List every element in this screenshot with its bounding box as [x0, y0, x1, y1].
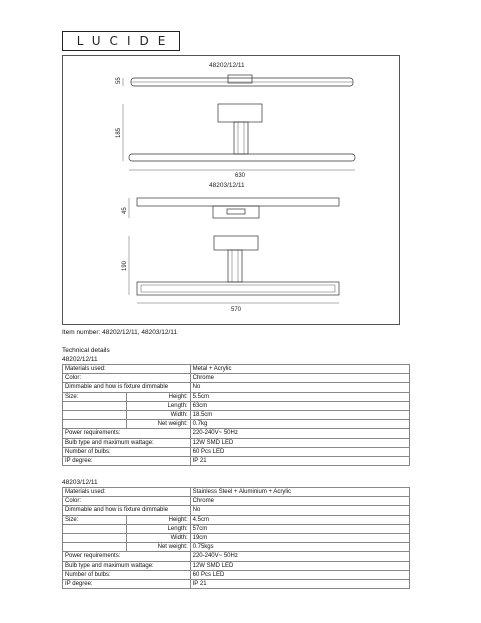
spec-label: Bulb type and maximum wattage: [63, 438, 191, 447]
model2-top-mount [213, 206, 259, 218]
spec-label: Size: [63, 515, 127, 524]
table-row [63, 506, 410, 515]
model2-top-mount-inner [227, 209, 245, 214]
table-row [63, 438, 410, 447]
model2-light-bar [137, 282, 339, 295]
table-row [63, 429, 410, 438]
model2-arm [228, 250, 242, 282]
table-row [63, 533, 410, 542]
spec-value: 60 Pcs LED [190, 570, 409, 579]
spec1-table [62, 364, 410, 466]
spec-value: 220-240V~ 50Hz [190, 552, 409, 561]
model1-light-bar [129, 154, 355, 161]
table-row [63, 456, 410, 465]
spec2-model: 48203/12/11 [62, 479, 98, 486]
spec-value: 0.7kg [190, 420, 409, 429]
table-row [63, 497, 410, 506]
spec-value: No [190, 383, 409, 392]
spec1-model: 48202/12/11 [62, 356, 98, 363]
spec-value: IP 21 [190, 456, 409, 465]
spec-sublabel: Width: [126, 410, 190, 419]
spec-label: Power requirements: [63, 429, 191, 438]
spec-value: 5.5cm [190, 392, 409, 401]
spec-sublabel: Length: [126, 401, 190, 410]
table-row [63, 552, 410, 561]
spec-value: 63cm [190, 401, 409, 410]
table-row [63, 515, 410, 524]
logo-text: LUCIDE [76, 34, 175, 48]
spec-label-empty [63, 543, 127, 552]
spec-label-empty [63, 420, 127, 429]
spec-label: Size: [63, 392, 127, 401]
model2-wall-plate [214, 236, 258, 250]
table-row [63, 543, 410, 552]
spec-label: Color: [63, 374, 191, 383]
table-row [63, 488, 410, 497]
spec-sublabel: Height: [126, 515, 190, 524]
spec-value: 60 Pcs LED [190, 447, 409, 456]
spec-label: Materials used: [63, 365, 191, 374]
model2-dim-length: 570 [231, 307, 242, 313]
spec-label: Bulb type and maximum wattage: [63, 561, 191, 570]
spec-label: IP degree: [63, 456, 191, 465]
spec-sublabel: Width: [126, 533, 190, 542]
model2-top-bar [137, 198, 339, 206]
model1-dim-depth: 185 [116, 127, 122, 138]
table-row [63, 383, 410, 392]
table-row [63, 561, 410, 570]
technical-details-title: Technical details [62, 347, 110, 354]
spec2-table [62, 487, 410, 589]
table-row [63, 524, 410, 533]
spec-label: Number of bulbs: [63, 570, 191, 579]
spec-value: 4.5cm [190, 515, 409, 524]
spec-label-empty [63, 410, 127, 419]
spec-sublabel: Net weight: [126, 420, 190, 429]
spec-label: Materials used: [63, 488, 191, 497]
spec-sublabel: Height: [126, 392, 190, 401]
table-row [63, 447, 410, 456]
spec-label-empty [63, 401, 127, 410]
spec-label-empty [63, 524, 127, 533]
model2-label: 48203/12/11 [209, 182, 245, 189]
table-row [63, 570, 410, 579]
model1-label: 48202/12/11 [209, 62, 245, 69]
table-row [63, 392, 410, 401]
drawing-svg [63, 56, 401, 326]
table-row [63, 420, 410, 429]
spec-value: 220-240V~ 50Hz [190, 429, 409, 438]
spec-value: 12W SMD LED [190, 561, 409, 570]
spec-label: Dimmable and how is fixture dimmable [63, 383, 191, 392]
table-row [63, 365, 410, 374]
spec-value: IP 21 [190, 579, 409, 588]
spec-value: No [190, 506, 409, 515]
model1-dim-height: 55 [116, 77, 122, 84]
model1-dim-length: 630 [235, 173, 246, 179]
spec-label: Number of bulbs: [63, 447, 191, 456]
spec-value: Chrome [190, 497, 409, 506]
spec-value: Chrome [190, 374, 409, 383]
model1-wall-plate [218, 104, 262, 122]
spec-value: 18.5cm [190, 410, 409, 419]
spec-label: Power requirements: [63, 552, 191, 561]
spec-label-empty [63, 533, 127, 542]
spec-sublabel: Length: [126, 524, 190, 533]
spec-value: 57cm [190, 524, 409, 533]
spec-value: Metal + Acrylic [190, 365, 409, 374]
spec-label: Color: [63, 497, 191, 506]
table-row [63, 401, 410, 410]
item-number: Item number: 48202/12/11, 48203/12/11 [62, 329, 178, 336]
spec-label: IP degree: [63, 579, 191, 588]
model1-arm [234, 122, 248, 154]
model2-dim-height: 45 [122, 207, 128, 214]
technical-drawing [62, 55, 400, 325]
spec-sublabel: Net weight: [126, 543, 190, 552]
table-row [63, 410, 410, 419]
spec-value: 0.75kgs [190, 543, 409, 552]
spec-value: Stainless Steel + Aluminium + Acrylic [190, 488, 409, 497]
spec-value: 19cm [190, 533, 409, 542]
table-row [63, 579, 410, 588]
table-row [63, 374, 410, 383]
lucide-logo [62, 31, 180, 51]
spec-value: 12W SMD LED [190, 438, 409, 447]
model2-dim-depth: 190 [122, 260, 128, 271]
spec-label: Dimmable and how is fixture dimmable [63, 506, 191, 515]
